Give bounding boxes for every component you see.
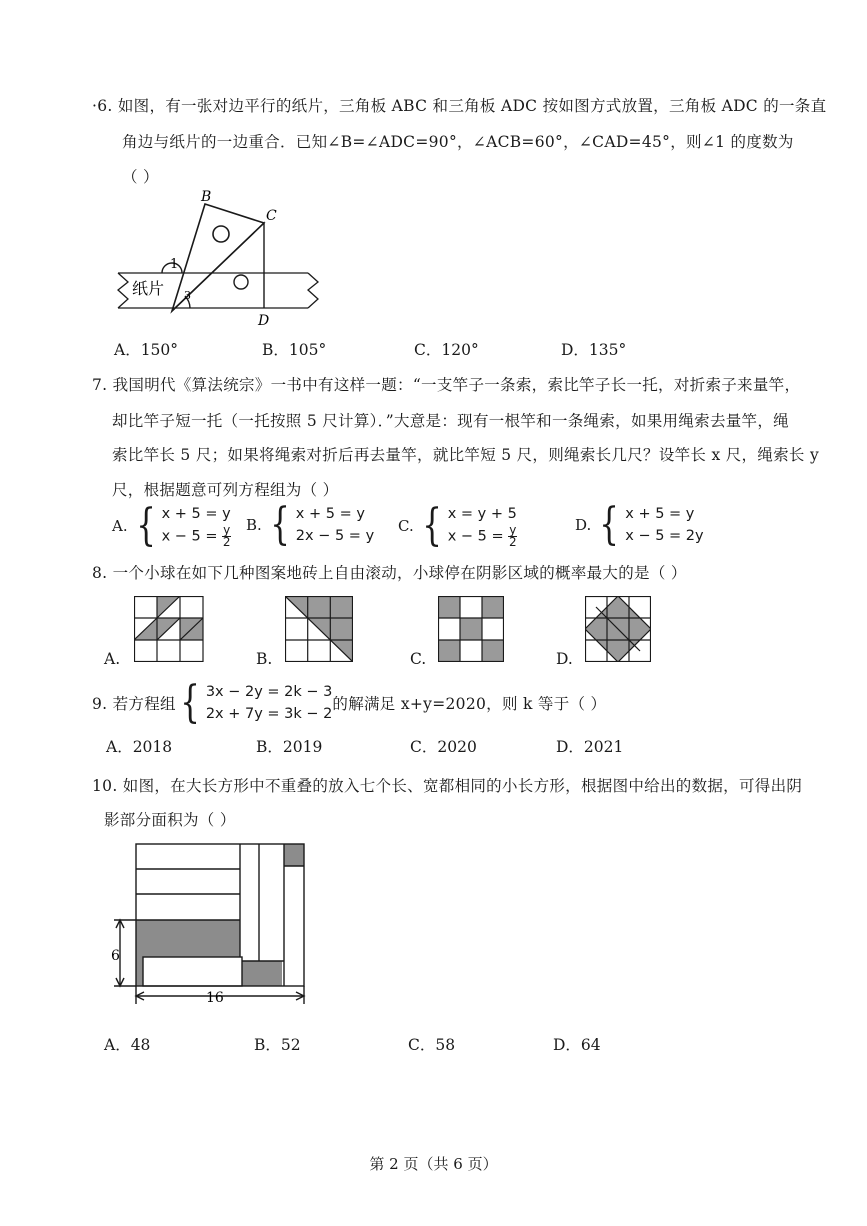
q7-option-a-label: A. <box>112 516 128 535</box>
q9-suffix: 的解满足 x+y=2020，则 k 等于（ ） <box>332 695 607 713</box>
q7-line1: 7. 我国明代《算法统宗》一书中有这样一题：“一支竿子一条索，索比竿子长一托，对折索子来量竿， <box>92 376 801 394</box>
label-b: B <box>201 189 212 205</box>
q8-option-c: C. <box>410 650 427 668</box>
paper-label: 纸片 <box>132 279 165 298</box>
q10-option-d: D．64 <box>553 1036 601 1054</box>
q9-option-b: B．2019 <box>256 738 323 756</box>
brace: { <box>180 677 200 728</box>
q7-a-den: 2 <box>222 535 231 549</box>
q7-b-row2: 2x − 5 = y <box>295 528 375 544</box>
q7-line2: 却比竿子短一托（一托按照 5 尺计算）．”大意是：现有一根竿和一条绳索，如果用绳索去量竿，绳 <box>112 412 789 430</box>
q8-line1: 8. 一个小球在如下几种图案地砖上自由滚动，小球停在阴影区域的概率最大的是（ ） <box>92 564 687 582</box>
q7-c-den: 2 <box>509 535 517 549</box>
q8-option-b: B. <box>256 650 273 668</box>
q6-option-d: D．135° <box>561 341 627 359</box>
q6-line3: （ ） <box>122 168 159 186</box>
q10-figure <box>108 838 313 1010</box>
q8-option-a: A. <box>104 650 121 668</box>
q7-option-c <box>398 499 517 551</box>
q7-d-row2: x − 5 = 2y <box>625 528 704 544</box>
height-label: 6 <box>111 948 120 964</box>
q7-option-d-label: D. <box>575 516 592 534</box>
q7-c-row2-prefix: x − 5 = <box>447 528 509 545</box>
q10-line2: 影部分面积为（ ） <box>104 811 236 829</box>
q9-stem <box>92 677 607 728</box>
q10-option-b: B．52 <box>254 1036 301 1054</box>
q7-a-num: y <box>223 523 231 537</box>
q6-figure <box>110 186 330 331</box>
q9-prefix: 9. 若方程组 <box>92 695 176 713</box>
page-footer: 第 2 页（共 6 页） <box>369 1155 498 1173</box>
label-d: D <box>258 313 270 329</box>
q6-option-a: A．150° <box>114 341 179 359</box>
q7-line3: 索比竿长 5 尺；如果将绳索对折后再去量竿，就比竿短 5 尺，则绳索长几尺？设竿长 x 尺，绳索长 y <box>112 446 820 464</box>
q7-option-d <box>575 499 704 550</box>
q8-tile-b <box>285 596 353 662</box>
q9-row1: 3x − 2y = 2k − 3 <box>205 684 333 700</box>
q10-option-c: C．58 <box>408 1036 456 1054</box>
q6-option-c: C．120° <box>414 341 479 359</box>
q7-line4: 尺，根据题意可列方程组为（ ） <box>112 481 339 499</box>
q7-c-row1: x = y + 5 <box>447 506 517 522</box>
q7-a-row1: x + 5 = y <box>161 506 231 522</box>
q7-option-b <box>246 499 375 550</box>
q9-row2: 2x + 7y = 3k − 2 <box>205 706 333 722</box>
q7-c-num: y <box>509 523 517 537</box>
label-3: 3 <box>184 289 191 302</box>
q8-option-d: D. <box>556 650 573 668</box>
q7-a-row2-prefix: x − 5 = <box>161 528 223 545</box>
q6-line1: ·6. 如图，有一张对边平行的纸片，三角板 ABC 和三角板 ADC 按如图方式放置，三角板 ADC 的一条直 <box>92 97 827 115</box>
q7-option-b-label: B. <box>246 516 262 534</box>
q6-option-b: B．105° <box>262 341 327 359</box>
q7-option-a <box>112 499 231 551</box>
width-label: 16 <box>206 990 224 1006</box>
brace: { <box>269 499 290 550</box>
q9-option-d: D．2021 <box>556 738 624 756</box>
q7-option-c-label: C. <box>398 516 414 535</box>
q7-b-row1: x + 5 = y <box>295 506 365 522</box>
q6-line2: 角边与纸片的一边重合．已知∠B=∠ADC=90°，∠ACB=60°，∠CAD=45°，则∠1 的度数为 <box>122 133 794 151</box>
q8-tile-c <box>438 596 504 662</box>
brace: { <box>421 499 442 551</box>
q10-line1: 10. 如图，在大长方形中不重叠的放入七个长、宽都相同的小长方形，根据图中给出的数据，可得出阴 <box>92 777 803 795</box>
q10-option-a: A．48 <box>104 1036 151 1054</box>
label-c: C <box>266 208 277 224</box>
q7-d-row1: x + 5 = y <box>625 506 695 522</box>
label-1: 1 <box>170 257 179 272</box>
q9-option-c: C．2020 <box>410 738 477 756</box>
q9-option-a: A．2018 <box>106 738 173 756</box>
brace: { <box>599 499 620 550</box>
q8-tile-a <box>134 596 204 662</box>
brace: { <box>135 499 156 551</box>
q8-tile-d <box>585 596 651 662</box>
